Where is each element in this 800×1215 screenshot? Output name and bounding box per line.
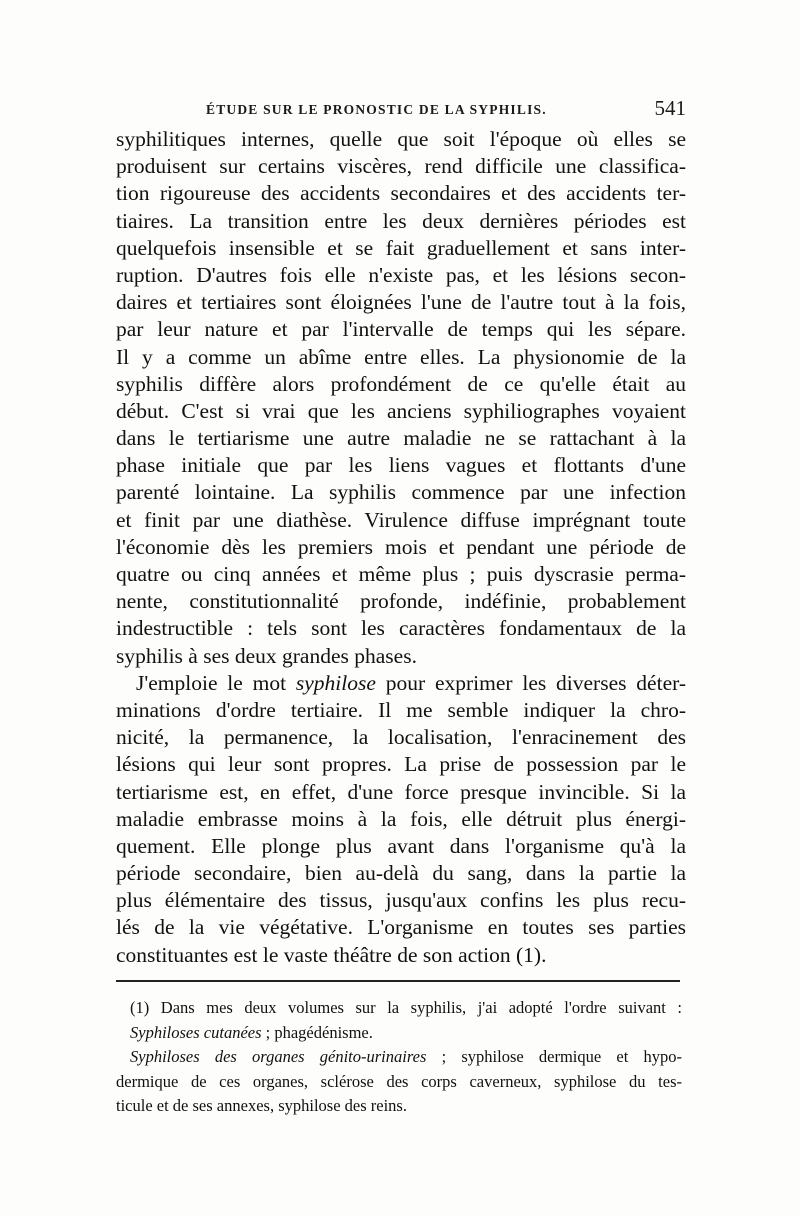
text-line: constituantes est le vaste théâtre de son action (1).: [116, 942, 547, 967]
text-segment: J'emploie le mot: [136, 670, 296, 695]
footnote-line: ticule et de ses annexes, syphilose des reins.: [116, 1096, 407, 1115]
text-line: dans le tertiarisme une autre maladie ne se rattachant à la: [116, 426, 686, 451]
text-line: début. C'est si vrai que les anciens syphiliographes voyaient: [116, 398, 686, 423]
text-line: tion rigoureuse des accidents secondaires et des accidents ter-: [116, 181, 686, 206]
text-line: phase initiale que par les liens vagues et flottants d'une: [116, 453, 686, 478]
italic-term: syphilose: [295, 670, 376, 695]
text-line: lés de la vie végétative. L'organisme en toutes ses parties: [116, 915, 686, 940]
running-title: ÉTUDE SUR LE PRONOSTIC DE LA SYPHILIS.: [206, 102, 547, 117]
text-line: maladie embrasse moins à la fois, elle détruit plus énergi-: [116, 806, 686, 831]
text-line: lésions qui leur sont propres. La prise de possession par le: [116, 752, 686, 777]
text-line: parenté lointaine. La syphilis commence par une infection: [116, 480, 686, 505]
italic-term: Syphiloses cutanées: [130, 1022, 262, 1042]
italic-term: Syphiloses des organes génito-urinaires: [130, 1047, 427, 1066]
text-line: Il y a comme un abîme entre elles. La physionomie de la: [116, 344, 686, 369]
text-line: nicité, la permanence, la localisation, l'enracinement des: [116, 725, 686, 750]
footnote-rule: [116, 980, 680, 982]
page-number: 541: [654, 96, 686, 120]
text-line: ruption. D'autres fois elle n'existe pas, et les lésions secon-: [116, 262, 686, 287]
text-line: et finit par une diathèse. Virulence diffuse imprégnant toute: [116, 507, 686, 532]
footnotes: [116, 996, 682, 1119]
footnote-line: dermique de ces organes, sclérose des corps caverneux, syphilose du tes-: [116, 1071, 682, 1091]
text-line: plus élémentaire des tissus, jusqu'aux confins les plus recu-: [116, 888, 686, 913]
text-line: nente, constitutionnalité profonde, indéfinie, probablement: [116, 589, 686, 614]
footnote-line: [116, 1021, 682, 1046]
text-line: l'économie dès les premiers mois et pendant une période de: [116, 534, 686, 559]
text-line: [116, 670, 686, 697]
text-segment: ; syphilose dermique et hypo-: [426, 1047, 682, 1066]
text-line: par leur nature et par l'intervalle de temps qui les sépare.: [116, 317, 686, 342]
text-segment: ; phagédénisme.: [261, 1022, 373, 1042]
footnote-line: (1) Dans mes deux volumes sur la syphilis, j'ai adopté l'ordre suivant :: [130, 998, 682, 1017]
text-line: daires et tertiaires sont éloignées l'une de l'autre tout à la fois,: [116, 290, 686, 315]
text-line: syphilis à ses deux grandes phases.: [116, 643, 417, 668]
text-line: tertiarisme est, en effet, d'une force presque invincible. Si la: [116, 779, 686, 804]
text-line: produisent sur certains viscères, rend difficile une classifica-: [116, 154, 686, 179]
body-text: [116, 126, 686, 969]
text-line: indestructible : tels sont les caractères fondamentaux de la: [116, 616, 686, 641]
text-segment: pour exprimer les diverses déter-: [375, 670, 686, 695]
text-line: tiaires. La transition entre les deux dernières périodes est: [116, 208, 686, 233]
text-line: période secondaire, bien au-delà du sang, dans la partie la: [116, 861, 686, 886]
text-line: minations d'ordre tertiaire. Il me semble indiquer la chro-: [116, 697, 686, 722]
running-head: [116, 96, 686, 126]
text-line: quatre ou cinq années et même plus ; puis dyscrasie perma-: [116, 562, 686, 586]
text-line: quelquefois insensible et se fait graduellement et sans inter-: [116, 235, 686, 260]
text-line: quement. Elle plonge plus avant dans l'organisme qu'à la: [116, 833, 686, 858]
text-line: syphilis diffère alors profondément de ce qu'elle était au: [116, 371, 686, 396]
footnote-line: [116, 1045, 682, 1070]
text-line: syphilitiques internes, quelle que soit l'époque où elles se: [116, 127, 686, 151]
